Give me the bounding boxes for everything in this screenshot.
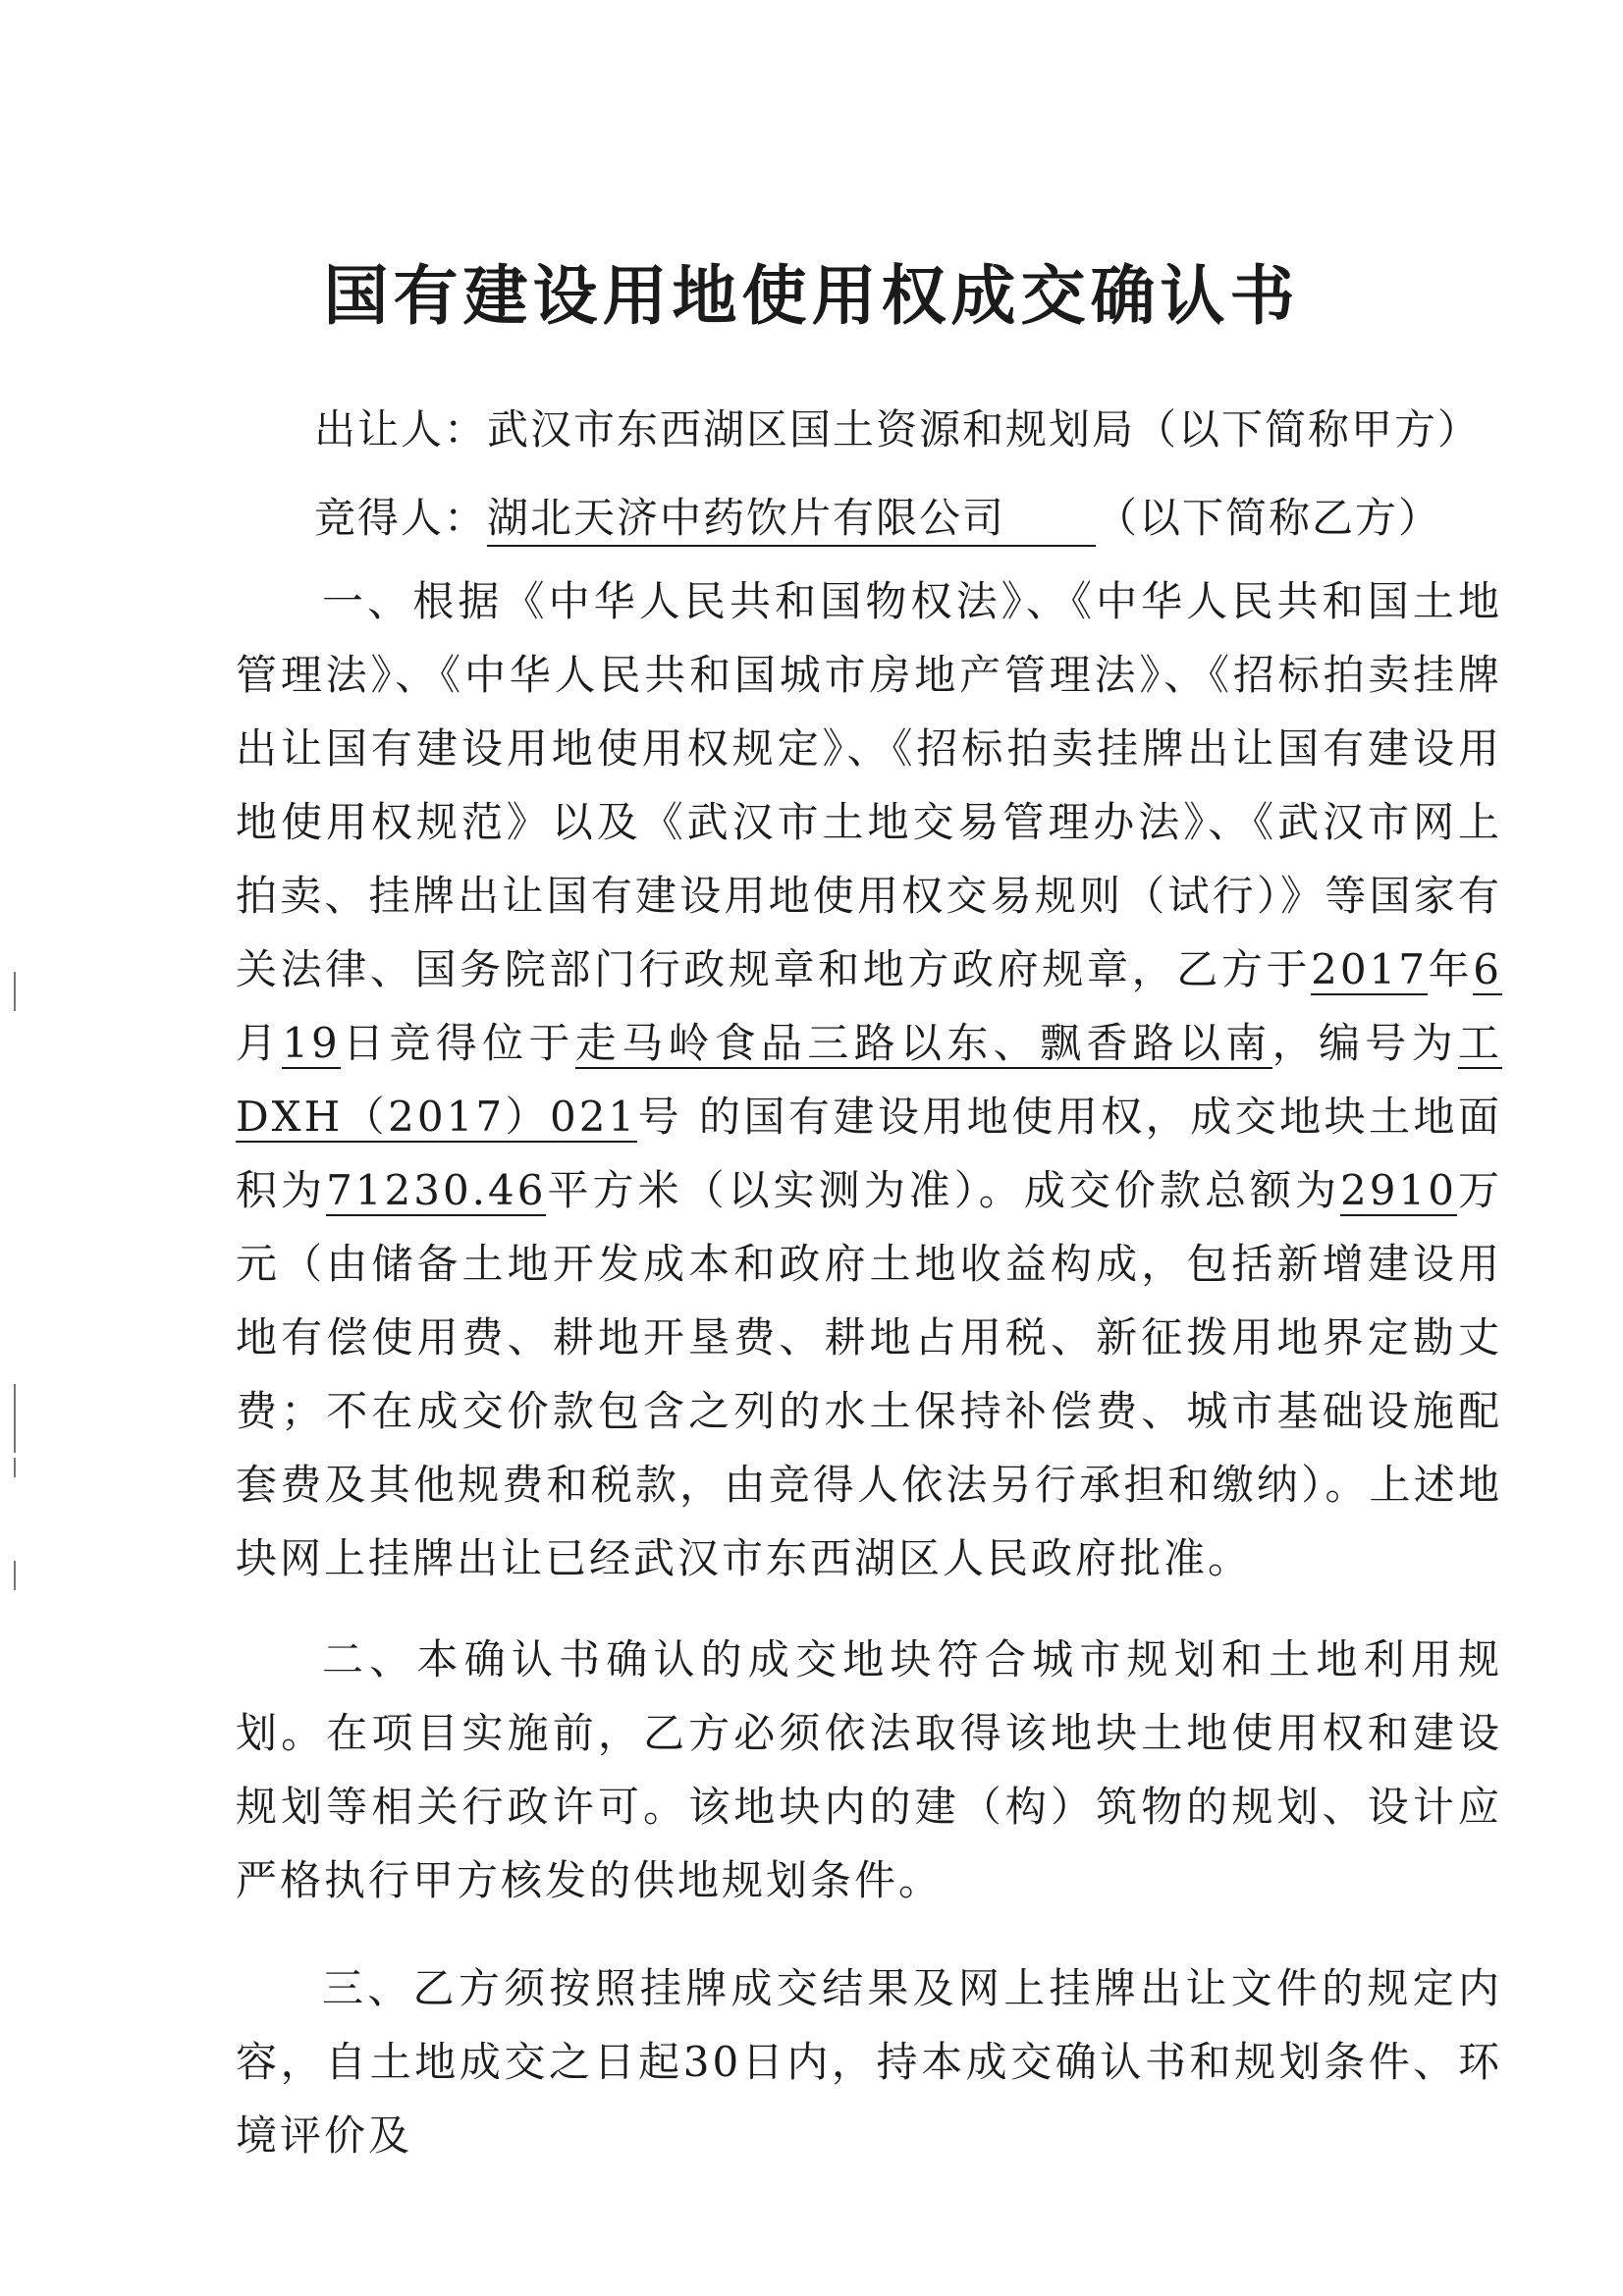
- deal-day: 19: [282, 1019, 341, 1067]
- transferor-label: 出让人：: [314, 405, 488, 454]
- transferor-alias: （以下简称甲方）: [1135, 405, 1482, 454]
- area-suffix: 平方米（以实测为准）。成交价款总额为: [546, 1166, 1341, 1214]
- margin-mark: [14, 972, 16, 1011]
- document-title: 国有建设用地使用权成交确认书: [323, 258, 1300, 334]
- winner-label: 竞得人：: [314, 494, 488, 542]
- day-suffix: 日竞得位于: [340, 1019, 575, 1067]
- margin-mark: [14, 1458, 16, 1477]
- clause-three: 三、乙方须按照挂牌成交结果及网上挂牌出让文件的规定内容，自土地成交之日起30日内，持本成交确认书和规划条件、环境评价及: [236, 1964, 1502, 2160]
- document-body: [236, 564, 1502, 2172]
- parcel-no-prefix: ，编号为: [1271, 1019, 1458, 1067]
- year-suffix: 年: [1427, 945, 1474, 993]
- parcel-no-suffix: 号 的国有建设用地使用权，成交地块土地面积为: [236, 1093, 1502, 1214]
- parcel-location: 走马岭食品三路以东、飘香路以南: [574, 1019, 1272, 1067]
- price-suffix: 万元（由储备土地开发成本和政府土地收益构成，包括新增建设用地有偿使用费、耕地开垦费、耕地占用税、新征拨用地界定勘丈费；不在成交价款包含之列的水土保持补偿费、城市基础设施配套费及其他规费和税款，由竞得人依法另行承担和缴纳）。上述地块网上挂牌出让已经武汉市东西湖区人民政府批准。: [236, 1166, 1502, 1582]
- winner-line: [314, 486, 1441, 547]
- deal-year: 2017: [1311, 945, 1428, 993]
- margin-mark: [14, 1384, 16, 1453]
- margin-mark: [14, 1561, 16, 1590]
- deal-price: 2910: [1340, 1166, 1457, 1214]
- transferor-name: 武汉市东西湖区国土资源和规划局: [487, 405, 1136, 454]
- clause-two: 二、本确认书确认的成交地块符合城市规划和土地利用规划。在项目实施前，乙方必须依法取得该地块土地使用权和建设规划等相关行政许可。该地块内的建（构）筑物的规划、设计应严格执行甲方核发的供地规划条件。: [236, 1635, 1502, 1904]
- transferor-line: [314, 398, 1481, 456]
- month-suffix: 月: [236, 1019, 283, 1067]
- parcel-area: 71230.46: [326, 1166, 547, 1214]
- winner-name: 湖北天济中药饮片有限公司: [487, 486, 1096, 547]
- clause-one: [236, 564, 1502, 1595]
- deal-month: 6: [1473, 945, 1502, 993]
- parcel-number: 工 DXH（2017）021: [236, 1019, 1502, 1141]
- clause-one-text: 一、根据《中华人民共和国物权法》、《中华人民共和国土地管理法》、《中华人民共和国城市房地产管理法》、《招标拍卖挂牌出让国有建设用地使用权规定》、《招标拍卖挂牌出让国有建设用地使用权规范》以及《武汉市土地交易管理办法》、《武汉市网上拍卖、挂牌出让国有建设用地使用权交易规则（试行）》等国家有关法律、国务院部门行政规章和地方政府规章，乙方于: [236, 577, 1502, 993]
- winner-alias: （以下简称乙方）: [1096, 494, 1442, 542]
